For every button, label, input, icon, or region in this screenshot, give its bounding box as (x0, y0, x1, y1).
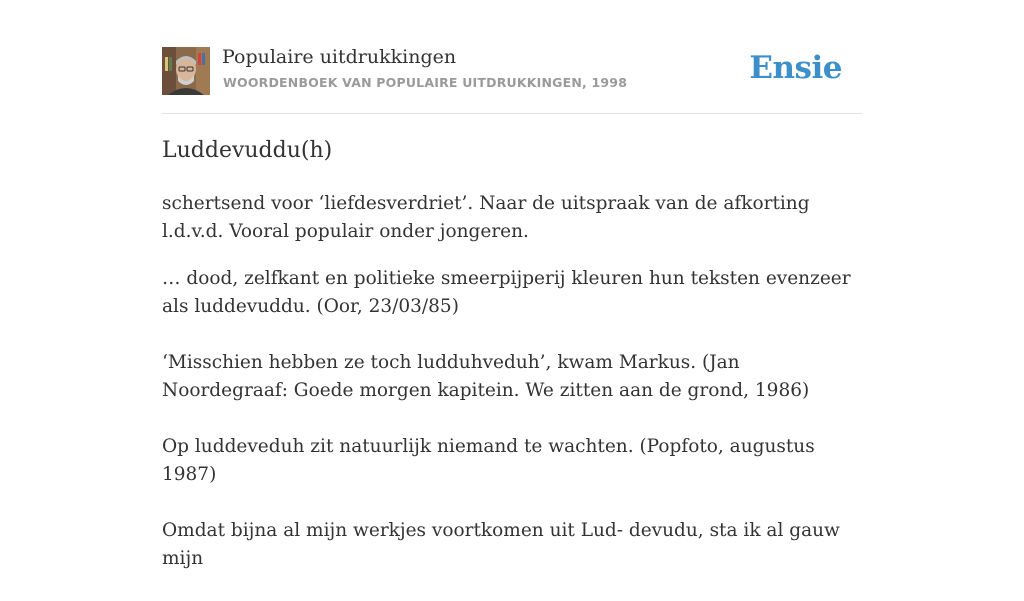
quote-1: … dood, zelfkant en politieke smeerpijperij kleuren hun teksten evenzeer als luddevuddu. (Oor, 23/03/85) (162, 268, 851, 317)
quote-2: ‘Misschien hebben ze toch ludduhveduh’, kwam Markus. (Jan Noordegraaf: Goede morgen kapitein. We zitten aan de grond, 1986) (162, 352, 810, 401)
author-avatar[interactable] (162, 47, 210, 95)
entry-card (162, 0, 862, 569)
entry-definition: schertsend voor ‘liefdesverdriet’. Naar de uitspraak van de afkorting l.d.v.d. Vooral populair onder jongeren. (162, 193, 810, 242)
entry-title: Luddevuddu(h) (162, 138, 333, 163)
source-title[interactable]: Populaire uitdrukkingen (222, 46, 457, 68)
quote-3: Op luddeveduh zit natuurlijk niemand te wachten. (Popfoto, augustus 1987) (162, 436, 815, 485)
author-portrait-icon (162, 47, 210, 95)
entry-body (162, 190, 862, 601)
source-subtitle: WOORDENBOEK VAN POPULAIRE UITDRUKKINGEN, 1998 (223, 75, 628, 90)
source-header (162, 0, 862, 114)
quote-4: Omdat bijna al mijn werkjes voortkomen uit Lud- devudu, sta ik al gauw mijn (162, 520, 840, 569)
ensie-logo[interactable]: Ensie (749, 50, 842, 86)
